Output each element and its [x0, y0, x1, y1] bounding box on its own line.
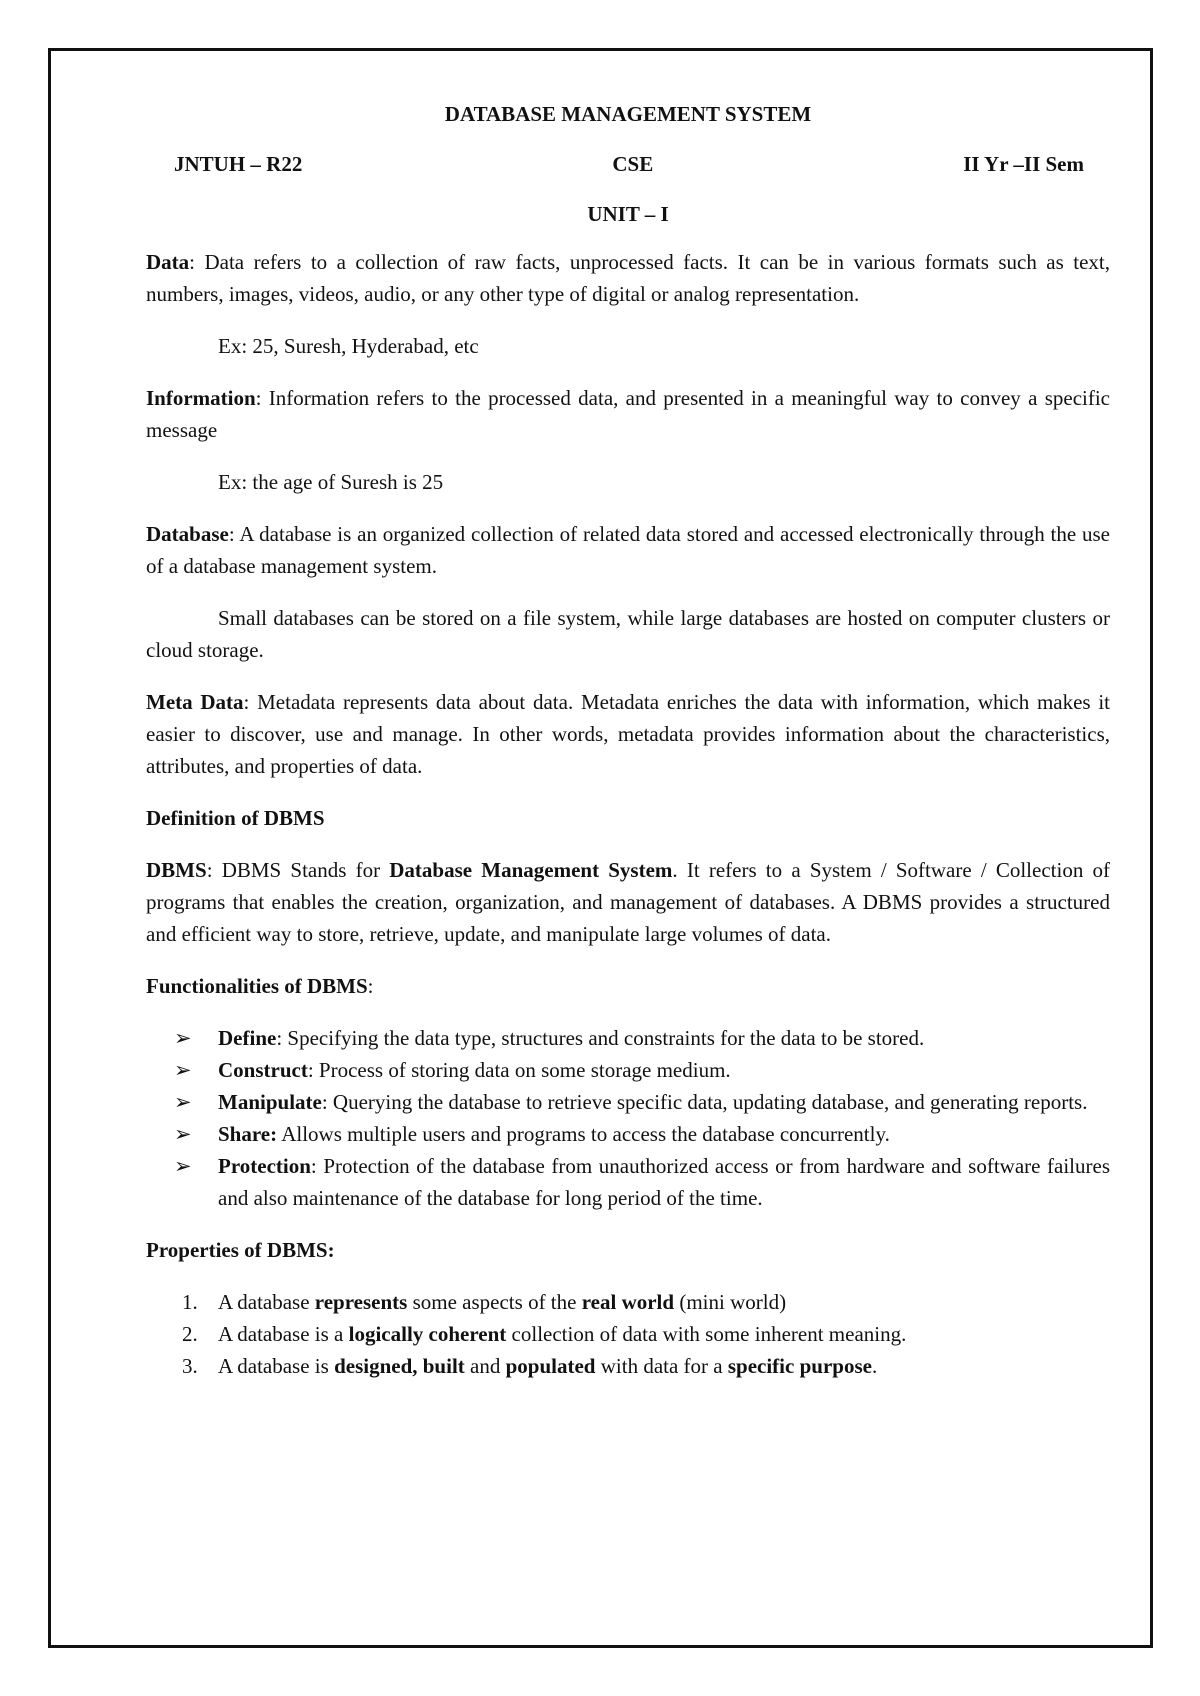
item-text: : Querying the database to retrieve specific data, updating database, and generating reports. [321, 1090, 1088, 1114]
arrow-bullet-icon: ➢ [174, 1090, 192, 1114]
functionalities-heading [146, 970, 1110, 1002]
item-number: 3. [182, 1354, 198, 1378]
functionalities-heading-text: Functionalities of DBMS [146, 974, 368, 998]
data-text: : Data refers to a collection of raw facts, unprocessed facts. It can be in various formats such as text, numbers, images, videos, audio, or any other type of digital or analog representation. [146, 250, 1110, 306]
item-bold: populated [505, 1354, 596, 1378]
document-body [146, 98, 1110, 1382]
item-bold: represents [314, 1290, 408, 1314]
functionalities-list [146, 1022, 1110, 1214]
unit-heading: UNIT – I [587, 202, 669, 226]
item-bold: specific purpose [727, 1354, 872, 1378]
course-info-row [146, 148, 1110, 180]
university-regulation: JNTUH – R22 [174, 152, 303, 176]
item-text: A database [218, 1290, 315, 1314]
database-text: : A database is an organized collection of related data stored and accessed electronically through the use of a database management system. [146, 522, 1110, 578]
item-text: some aspects of the [407, 1290, 582, 1314]
information-example: Ex: the age of Suresh is 25 [218, 470, 444, 494]
list-item [174, 1350, 1110, 1382]
information-term: Information [146, 386, 256, 410]
list-item [174, 1118, 1110, 1150]
dbms-bold-phrase: Database Management System [389, 858, 673, 882]
item-number: 2. [182, 1322, 198, 1346]
item-text: A database is [218, 1354, 335, 1378]
database-note: Small databases can be stored on a file system, while large databases are hosted on computer clusters or cloud storage. [146, 606, 1110, 662]
branch: CSE [612, 152, 654, 176]
arrow-bullet-icon: ➢ [174, 1058, 192, 1082]
metadata-term: Meta Data [146, 690, 244, 714]
year-semester: II Yr –II Sem [963, 152, 1084, 176]
document-title: DATABASE MANAGEMENT SYSTEM [444, 102, 812, 126]
item-text: . [871, 1354, 878, 1378]
arrow-bullet-icon: ➢ [174, 1026, 192, 1050]
item-text: (mini world) [674, 1290, 787, 1314]
item-term: Manipulate [218, 1090, 322, 1114]
item-bold: real world [581, 1290, 675, 1314]
item-text: and [464, 1354, 506, 1378]
item-term: Define [218, 1026, 277, 1050]
item-text: : Protection of the database from unauthorized access or from hardware and software failures and also maintenance of the database for long period of the time. [218, 1154, 1110, 1210]
list-item [174, 1086, 1110, 1118]
properties-heading: Properties of DBMS: [146, 1238, 335, 1262]
item-text: A database is a [218, 1322, 349, 1346]
item-term: Share: [218, 1122, 278, 1146]
item-number: 1. [182, 1290, 198, 1314]
metadata-definition [146, 686, 1110, 782]
database-definition [146, 518, 1110, 582]
item-bold: logically coherent [348, 1322, 507, 1346]
item-text: : Process of storing data on some storage medium. [307, 1058, 731, 1082]
list-item [174, 1286, 1110, 1318]
item-term: Protection [218, 1154, 311, 1178]
properties-list [146, 1286, 1110, 1382]
metadata-text: : Metadata represents data about data. Metadata enriches the data with information, which makes it easier to discover, use and manage. In other words, metadata provides information about the characteristics, attributes, and properties of data. [146, 690, 1111, 778]
item-text: collection of data with some inherent meaning. [506, 1322, 907, 1346]
dbms-text-a: : DBMS Stands for [206, 858, 390, 882]
list-item [174, 1150, 1110, 1214]
functionalities-heading-colon: : [367, 974, 374, 998]
item-text: Allows multiple users and programs to access the database concurrently. [277, 1122, 890, 1146]
item-term: Construct [218, 1058, 308, 1082]
arrow-bullet-icon: ➢ [174, 1154, 192, 1178]
dbms-term: DBMS [146, 858, 207, 882]
list-item [174, 1054, 1110, 1086]
data-definition [146, 246, 1110, 310]
item-bold: designed, built [334, 1354, 465, 1378]
information-text: : Information refers to the processed data, and presented in a meaningful way to convey a specific message [146, 386, 1110, 442]
list-item [174, 1318, 1110, 1350]
dbms-definition-heading: Definition of DBMS [146, 806, 325, 830]
data-term: Data [146, 250, 190, 274]
data-example: Ex: 25, Suresh, Hyderabad, etc [218, 334, 479, 358]
dbms-text-b: . It refers to a System / Software / Collection of programs that enables the creation, organization, and management of databases. A DBMS provides a structured and efficient way to store, retrieve, update, and manipulate large volumes of data. [146, 858, 1110, 946]
information-definition [146, 382, 1110, 446]
item-text: : Specifying the data type, structures and constraints for the data to be stored. [276, 1026, 925, 1050]
arrow-bullet-icon: ➢ [174, 1122, 192, 1146]
database-term: Database [146, 522, 229, 546]
list-item [174, 1022, 1110, 1054]
dbms-definition [146, 854, 1110, 950]
item-text: with data for a [595, 1354, 728, 1378]
